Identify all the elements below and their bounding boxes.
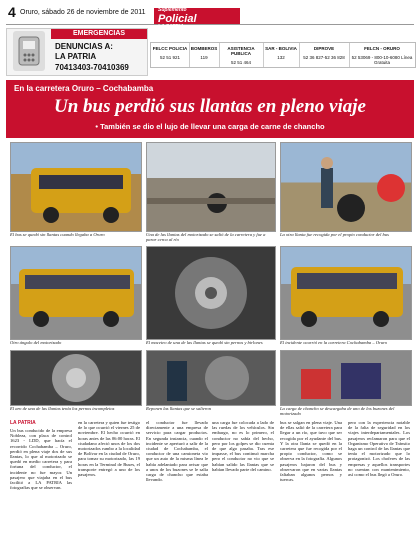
bus-side-photo bbox=[10, 246, 142, 340]
supplement-logo bbox=[154, 7, 240, 30]
contact-value: 119 bbox=[200, 55, 208, 60]
rim-photo bbox=[10, 350, 142, 406]
contact-value: 52 51 464 bbox=[230, 60, 252, 65]
brand-top: Suplemento bbox=[158, 7, 187, 13]
photo-caption: El incidente ocurrió en la carretera Cochabamba – Oruro bbox=[280, 340, 388, 345]
photo-caption: El aro de una de las llantas tenía los pernos incompletos bbox=[10, 406, 115, 411]
headline-kicker: En la carretera Oruro – Cochabamba bbox=[14, 84, 154, 93]
contact-value: 132 bbox=[277, 55, 285, 60]
road-wheel-photo bbox=[146, 142, 276, 232]
telephone-icon bbox=[13, 31, 45, 71]
emergency-line-2: LA PATRIA bbox=[55, 52, 97, 61]
brand-sub: LA PATRIA bbox=[158, 24, 184, 30]
contact-name: FELCN - ORURO bbox=[364, 46, 400, 51]
photo-caption: El maceteo de una de las llantas se quedó sin pernos y birlones bbox=[146, 340, 263, 345]
contact-name: ASISTENCIA PUBLICA bbox=[227, 46, 255, 56]
article-column: Un bus conducido de la empresa Nobleza, con placa de control 1623 - LDD, que hacía el recorrido Cochabamba – Oruro, perdió en plena viaje dos de sus llantas, lo que al motorizado se quedó en medio carretera y para fortuna del conductor, el incidente no fue mayor. Un pasajero que viajaba en el bus facilitó a LA PATRIA las fotografías que se observan. bbox=[10, 428, 72, 491]
contact-name: FELCC POLICIA bbox=[152, 46, 188, 51]
driver-wheel-photo bbox=[280, 142, 412, 232]
photo-caption: El bus se quedó sin llantas cuando llegaba a Oruro bbox=[10, 232, 105, 237]
contact-value: 52 53069 - 800-10-6080 Línea Gratuita bbox=[351, 55, 413, 65]
top-bar bbox=[6, 4, 414, 30]
photo-caption: Otro ángulo del motorizado bbox=[10, 340, 62, 345]
contact-name: SAR - BOLIVIA bbox=[265, 46, 297, 51]
photo-caption: Una de las llantas del motorizado se salió de la carretera y fue a parar cerca al río bbox=[146, 232, 266, 242]
wheel-hub-photo bbox=[146, 246, 276, 340]
contact-cell bbox=[263, 43, 300, 67]
headline-banner bbox=[6, 80, 414, 138]
contact-value: 52 36 827-52 36 828 bbox=[303, 55, 345, 60]
contact-cell bbox=[299, 43, 350, 67]
contact-name: BOMBEROS bbox=[190, 46, 218, 51]
cargo-photo bbox=[280, 350, 412, 406]
dateline: Oruro, sábado 26 de noviembre de 2011 bbox=[20, 9, 146, 16]
contacts-table bbox=[150, 42, 416, 68]
emergency-box bbox=[6, 28, 148, 76]
section-label: LA PATRIA bbox=[10, 420, 36, 426]
contact-cell bbox=[349, 43, 415, 67]
emergency-line-1: DENUNCIAS A: bbox=[55, 42, 113, 51]
article-column: en la carretera y quien fue testigo de lo que ocurrió el viernes 25 de noviembre. El hecho ocurrió en horas antes de las 06:00 horas. El ciudadano afectó unos de los dos motorizados rumbo a la localidad de Bolívar en la ciudad de Oruro, para tomar su motorizado, las 19 horas en la Terminal de Buses, el transporte entregó a uno de los pasajeros. bbox=[78, 420, 140, 478]
headline-title: Un bus perdió sus llantas en pleno viaje bbox=[54, 96, 366, 117]
emergency-label: EMERGENCIAS bbox=[51, 29, 147, 39]
article-column: una carga fue colocada a lado de las ruedas de los vehículos. Sin embargo, no es lo primero, el conductor no sabía del hecho, pero por los golpes se dio cuenta de que algo pasaba. Tras ese impasse, el bus continuó marcha pero el conductor no vio que se habían salido las llantas que se habían llevado parte del camino. bbox=[212, 420, 274, 472]
photo-caption: La carga de chancho se descargaba de uno de los buzones del motorizado bbox=[280, 406, 395, 416]
photo-caption: La otra llanta fue recogida por el propio conductor del bus bbox=[280, 232, 389, 237]
photo-caption: Reponen las llantas que se salieron bbox=[146, 406, 212, 411]
brand-name: Policial bbox=[158, 13, 197, 25]
page-number: 4 bbox=[8, 4, 16, 20]
contact-cell bbox=[189, 43, 220, 67]
bus-road-photo bbox=[280, 246, 412, 340]
contact-cell bbox=[151, 43, 190, 67]
contact-cell bbox=[219, 43, 264, 67]
bus-photo bbox=[10, 142, 142, 232]
article-column: el conductor fue llevado directamente a una empresa de servicio para cargar productos. En segunda instancia, cuando el incidente se aperturó a salir de la ciudad de Cochabamba, el conductor de una camioneta vio que un auto de la misma línea le había adelantado para avisar que a unos de los buzones se le salía carga de chancho que estaba llevando. bbox=[146, 420, 208, 483]
contact-value: 52 51 921 bbox=[159, 55, 181, 60]
article-column: pero con la experiencia notable de la falta de seguridad en los viajes interdepartamentales. Los pasajeros reclamaron para que el Organismo Operativo de Tránsito haga un control de las llantas que tenía el motorizado que lo protagonizó. Los choferes de las empresas y aquellos transportes no cuentan con mantenimiento, así como el bus llegó a Oruro. bbox=[348, 420, 410, 478]
article-column: bus se salgan en plena viaje. Una de ellas salió de la carretera para llegar a un río, que tuvo que ser recogida por el ayudante del bus. Y la otra llanta se quedó en la carretera que fue recogida por el propio conductor, como se observa en la fotografía. Algunos pasajeros bajaron del bus y observaron que en varias llantas faltaban algunos pernos y tuercas. bbox=[280, 420, 342, 483]
emergency-phone: 70413403-70410369 bbox=[55, 63, 129, 72]
repair-photo bbox=[146, 350, 276, 406]
contact-name: DIPROVE bbox=[313, 46, 335, 51]
headline-subtitle: • También se dio el lujo de llevar una carga de carne de chancho bbox=[95, 122, 325, 131]
